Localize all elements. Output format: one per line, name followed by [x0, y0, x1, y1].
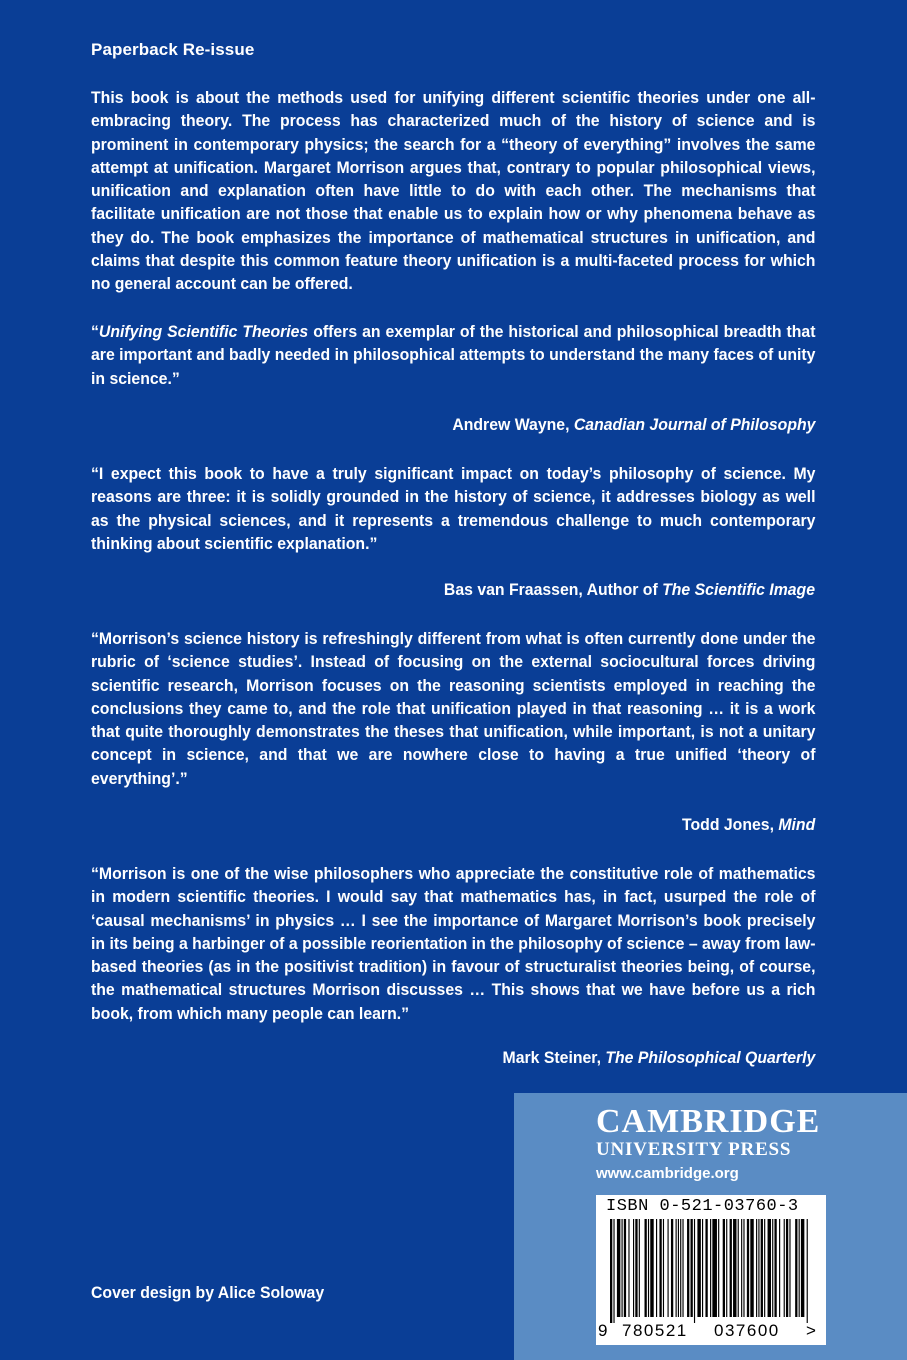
barcode-bar: [668, 1219, 669, 1317]
barcode-bar: [650, 1219, 653, 1317]
barcode-bar: [726, 1219, 727, 1317]
edition-label: Paperback Re-issue: [91, 40, 255, 59]
barcode-bar: [710, 1219, 711, 1317]
barcode-bar: [750, 1219, 753, 1317]
barcode-bar: [747, 1219, 749, 1317]
barcode-bar: [795, 1219, 797, 1317]
review-source-2: The Scientific Image: [662, 580, 815, 599]
review-author-3: Todd Jones,: [681, 815, 779, 834]
barcode-bar: [761, 1219, 763, 1317]
barcode-bar: [738, 1219, 739, 1317]
review-quote-4: “Morrison is one of the wise philosophers who appreciate the constitutive role of mathematics in modern scientific theories. I would say that mathematics has, in fact, usurped the role of ‘causal mechanisms’ in physics … I see the importance of Margaret Morrison’s book precisely in its being a harbinger of a possible reorientation in the philosophy of science – away from law-based theories (as in the positivist tradition) in favour of structuralist theories being, of course, the mathematical structures Morrison discusses … This shows that we have before us a rich book, from which many people can learn.”: [91, 864, 816, 1023]
barcode-bar: [639, 1219, 640, 1317]
barcode-bar: [786, 1219, 788, 1317]
barcode-bar: [705, 1219, 707, 1317]
barcode-group-1: 780521: [622, 1321, 688, 1340]
review-quote-2: “I expect this book to have a truly significant impact on today’s philosophy of science. My reasons are three: it is solidly grounded in the history of science, it addresses biology as well as the physical sciences, and it represents a tremendous challenge to much contemporary thinking about scientific explanation.”: [91, 464, 816, 553]
barcode-bar: [656, 1219, 657, 1317]
barcode-bar: [799, 1219, 800, 1317]
review-quote-1: [91, 320, 815, 390]
barcode-bar: [764, 1219, 765, 1317]
barcode-bar: [687, 1219, 689, 1317]
barcode-bar: [768, 1219, 771, 1317]
review-attribution-3: [682, 815, 815, 835]
barcode-bar: [678, 1219, 679, 1317]
barcode-bar: [779, 1219, 780, 1317]
barcode-bar: [613, 1219, 614, 1323]
barcode-bar: [694, 1219, 695, 1323]
barcode-bars: [596, 1219, 826, 1323]
barcode-bar: [801, 1219, 804, 1317]
review-source-1: Canadian Journal of Philosophy: [573, 415, 815, 434]
barcode-bar: [659, 1219, 661, 1317]
barcode-end-mark: >: [806, 1321, 816, 1340]
barcode: [596, 1195, 826, 1345]
review-quote-1-open: “: [91, 322, 99, 341]
review-quote-1-title: Unifying Scientific Theories: [98, 322, 309, 341]
barcode-bar: [680, 1219, 681, 1317]
barcode-bar: [772, 1219, 773, 1317]
barcode-bar: [743, 1219, 744, 1317]
barcode-bar: [624, 1219, 626, 1317]
barcode-bar: [617, 1219, 620, 1317]
barcode-bar: [622, 1219, 623, 1317]
publisher-name: CAMBRIDGE: [596, 1103, 821, 1140]
barcode-bar: [671, 1219, 673, 1317]
barcode-bar: [789, 1219, 790, 1317]
barcode-bar: [712, 1219, 717, 1317]
barcode-bar: [697, 1219, 700, 1317]
barcode-bar: [730, 1219, 732, 1317]
barcode-group-2: 037600: [714, 1321, 780, 1340]
publisher-box: [514, 1093, 907, 1360]
barcode-lead-digit: 9: [598, 1321, 608, 1340]
barcode-bar: [702, 1219, 703, 1317]
publisher-press: UNIVERSITY PRESS: [596, 1139, 792, 1160]
barcode-bar: [663, 1219, 664, 1317]
review-attribution-1: [452, 415, 815, 435]
review-quote-1-rest: offers an exemplar of the historical and philosophical breadth that are important and badly needed in philosophical attempts to understand the many faces of unity in science.”: [91, 322, 816, 388]
isbn-label: ISBN 0-521-03760-3: [606, 1197, 799, 1216]
barcode-bar: [784, 1219, 785, 1317]
barcode-bar: [733, 1219, 736, 1317]
barcode-bar: [628, 1219, 629, 1317]
review-attribution-4: [502, 1048, 815, 1068]
barcode-bar: [723, 1219, 725, 1317]
barcode-bar: [774, 1219, 776, 1317]
book-description: This book is about the methods used for unifying different scientific theories under one all-embracing theory. The process has characterized much of the history of science and is prominent in contemporary physics; the search for a “theory of everything” involves the same attempt at unification. Margaret Morrison argues that, contrary to popular philosophical views, unification and explanation often have little to do with each other. The mechanisms that facilitate unification are not those that enable us to explain how or why phenomena behave as they do. The book emphasizes the importance of mathematical structures in unification, and claims that despite this common feature theory unification is a multi-faceted process for which no general account can be offered.: [91, 88, 816, 294]
barcode-bar: [648, 1219, 649, 1317]
review-source-3: Mind: [778, 815, 815, 834]
review-author-4: Mark Steiner,: [502, 1048, 606, 1067]
barcode-bar: [691, 1219, 693, 1317]
cover-design-credit: Cover design by Alice Soloway: [91, 1283, 325, 1302]
review-author-1: Andrew Wayne,: [451, 415, 574, 434]
review-attribution-2: [444, 580, 815, 600]
barcode-bar: [633, 1219, 634, 1317]
review-author-2: Bas van Fraassen, Author of: [443, 580, 663, 599]
review-quote-3: “Morrison’s science history is refreshingly different from what is often currently done under the rubric of ‘science studies’. Instead of focusing on the external sociocultural forces driving scientific research, Morrison focuses on the reasoning scientists employed in reaching the conclusions they came to, and the role that unification played in that reasoning … it is a work that quite thoroughly demonstrates the theses that unification, while important, is not a unitary concept in science, and that we are nowhere close to having a true unified ‘theory of everything’.”: [91, 629, 816, 788]
barcode-bar: [645, 1219, 647, 1317]
barcode-bar: [610, 1219, 612, 1323]
publisher-website[interactable]: www.cambridge.org: [596, 1165, 739, 1182]
review-source-4: The Philosophical Quarterly: [605, 1048, 815, 1067]
barcode-bar: [807, 1219, 808, 1323]
barcode-bar: [682, 1219, 683, 1317]
barcode-bar: [635, 1219, 637, 1317]
barcode-bar: [756, 1219, 757, 1317]
barcode-bar: [758, 1219, 759, 1317]
barcode-bar: [741, 1219, 742, 1317]
barcode-bar: [676, 1219, 677, 1317]
barcode-bar: [718, 1219, 719, 1317]
